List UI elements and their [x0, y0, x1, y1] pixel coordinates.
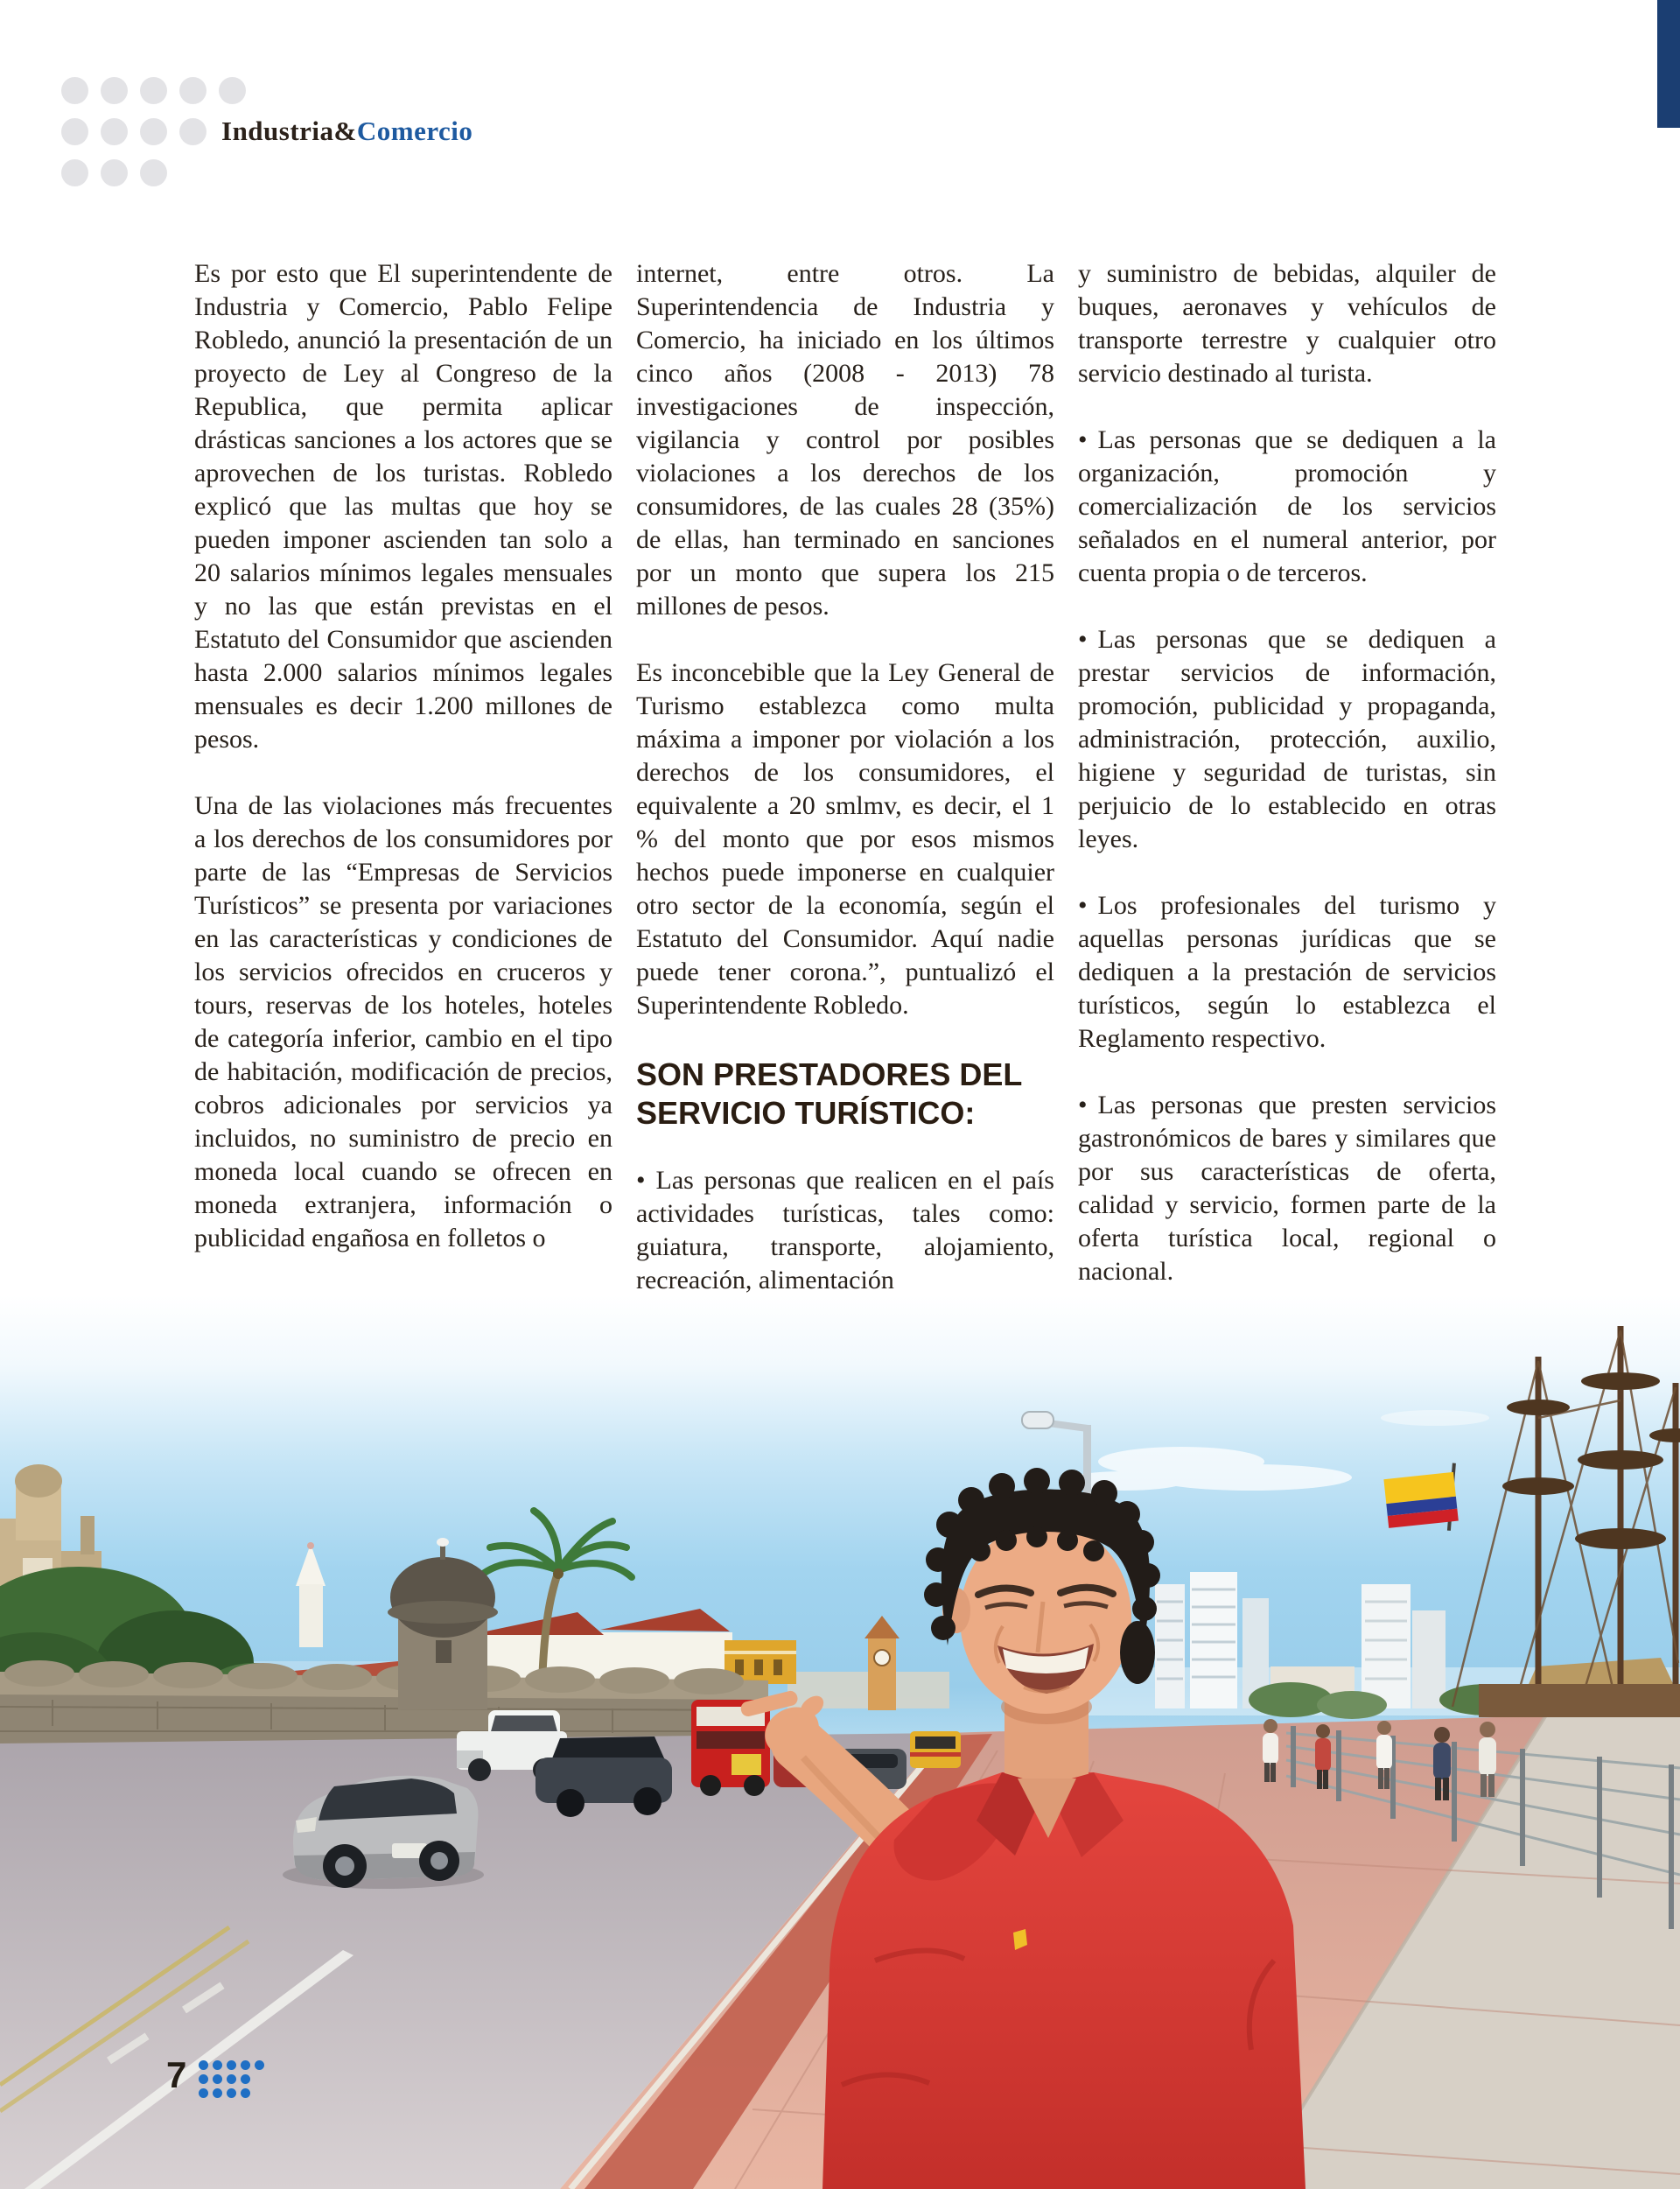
bullet-glyph: •	[1078, 891, 1088, 920]
yellow-minibus	[910, 1731, 961, 1768]
bullet-item	[1078, 889, 1496, 1056]
polo-shirt	[822, 1772, 1306, 2189]
text-column-1	[194, 257, 612, 1288]
bullet-glyph: •	[1078, 625, 1088, 654]
bullet-text: Las personas que se dediquen a prestar servicios de información, promoción, publicidad y propaganda, administración, protección, auxilio, higiene y seguridad de turistas, sin perjuicio de lo establecido en otras leyes.	[1078, 625, 1496, 853]
bullet-text: Las personas que se dediquen a la organización, promoción y comercialización de los servicios señalados en el numeral anterior, por cuenta propia o de terceros.	[1078, 425, 1496, 587]
text-column-2	[636, 257, 1054, 1330]
section-heading: SON PRESTADORES DEL SERVICIO TURÍSTICO:	[636, 1056, 1022, 1131]
bullet-glyph: •	[1078, 1091, 1088, 1119]
brand-comercio: Comercio	[356, 116, 473, 146]
bullet-item	[1078, 424, 1496, 590]
corner-accent-bar	[1657, 0, 1680, 128]
bullet-text: Los profesionales del turismo y aquellas personas jurídicas que se dediquen a la prestación de servicios turísticos, según lo establezca el Reglamento respectivo.	[1078, 891, 1496, 1053]
tour-bus	[691, 1700, 770, 1796]
bullet-item	[636, 1164, 1054, 1297]
ship-hull	[1479, 1684, 1680, 1717]
bullet-text: Las personas que presten servicios gastronómicos de bares y similares que por sus características de oferta, calidad y servicio, formen parte de la oferta turística local, regional o nacional.	[1078, 1091, 1496, 1286]
text-column-3	[1078, 257, 1496, 1322]
brand-title	[221, 116, 472, 147]
page-footer	[166, 2054, 269, 2101]
bullet-glyph: •	[636, 1166, 646, 1195]
body-paragraph: internet, entre otros. La Superintendencia de Industria y Comercio, ha iniciado en los últimos cinco años (2008 - 2013) 78 investigaciones de inspección, vigilancia y control por posibles violaciones a los derechos de los consumidores, de las cuales 28 (35%) de ellas, han terminado en sanciones por un monto que supera los 215 millones de pesos.	[636, 259, 1054, 621]
brand-industria: Industria&	[221, 116, 357, 146]
bullet-item	[1078, 1089, 1496, 1288]
body-paragraph: Es por esto que El superintendente de Industria y Comercio, Pablo Felipe Robledo, anunció la presentación de un proyecto de Ley al Congreso de la Republica, que permita aplicar drásticas sanciones a los actores que se aprovechen de los turistas. Robledo explicó que las multas que hoy se pueden imponer ascienden tan solo a 20 salarios mínimos legales mensuales y no las que están previstas en el Estatuto del Consumidor que ascienden hasta 2.000 salarios mínimos legales mensuales es decir 1.200 millones de pesos.	[194, 259, 612, 754]
bullet-text: Las personas que realicen en el país actividades turísticas, tales como: guiatura, transporte, alojamiento, recreación, alimentación	[636, 1166, 1054, 1294]
body-paragraph: y suministro de bebidas, alquiler de buques, aeronaves y vehículos de transporte terrestre y cualquier otro servicio destinado al turista.	[1078, 259, 1496, 388]
body-paragraph: Una de las violaciones más frecuentes a los derechos de los consumidores por parte de las “Empresas de Servicios Turísticos” se presenta por variaciones en las características y condiciones de los servicios ofrecidos en cruceros y tours, reservas de los hoteles, hoteles de categoría inferior, cambio en el tipo de habitación, modificación de precios, cobros adicionales por servicios ya incluidos, no suministro de precio en moneda local cuando se ofrecen en moneda extranjera, información o publicidad engañosa en folletos o	[194, 791, 612, 1252]
page-number: 7	[166, 2054, 187, 2095]
photo-illustration	[0, 1295, 1680, 2189]
footer-dots-logo	[199, 2059, 269, 2101]
body-paragraph: Es inconcebible que la Ley General de Turismo establezca como multa máxima a imponer por violación a los derechos de los consumidores, el equivalente a 20 smlmv, es decir, el 1 % del monto que por esos mismos hechos puede imponerse en cualquier otro sector de la economía, según el Estatuto del Consumidor. Aquí nadie puede tener corona.”, puntualizó el Superintendente Robledo.	[636, 658, 1054, 1020]
bullet-glyph: •	[1078, 425, 1088, 454]
bullet-item	[1078, 623, 1496, 856]
photo-cartagena-street	[0, 1295, 1680, 2189]
